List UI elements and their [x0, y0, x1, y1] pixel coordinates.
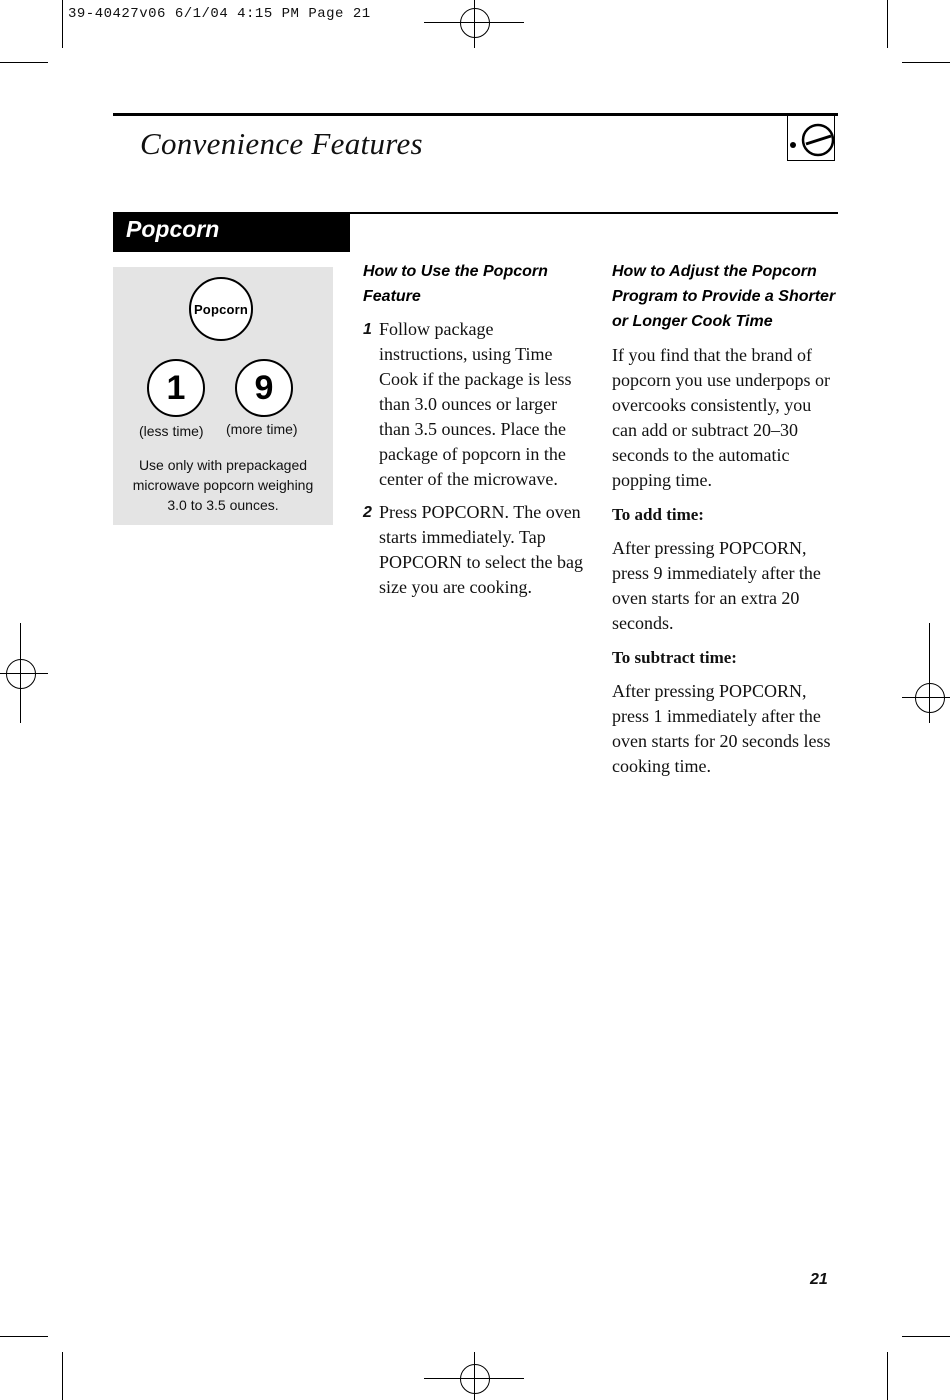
registration-circle-icon — [460, 1364, 490, 1394]
step-1 — [363, 317, 585, 492]
add-time-label: To add time: — [612, 505, 704, 524]
adjust-intro: If you find that the brand of popcorn you use underpops or overcooks consistently, you can add or subtract 20–30 seconds to the automatic popping time. — [612, 345, 830, 490]
header-rule — [113, 113, 838, 116]
page-number: 21 — [810, 1271, 828, 1288]
crop-mark — [887, 0, 888, 48]
key-9: 9 — [235, 359, 293, 417]
section-title: Popcorn — [126, 216, 220, 242]
more-time-caption: (more time) — [226, 421, 298, 437]
step-number: 2 — [363, 504, 372, 521]
crop-mark — [0, 62, 48, 63]
step-text: Press POPCORN. The oven starts immediately. Tap POPCORN to select the bag size you are cooking. — [379, 502, 583, 597]
key-1: 1 — [147, 359, 205, 417]
panel-note-line: Use only with prepackaged — [138, 457, 308, 473]
popcorn-key: Popcorn — [189, 277, 253, 341]
panel-note-line: microwave popcorn weighing — [132, 477, 314, 493]
how-to-use-column — [363, 259, 585, 600]
adjust-column — [612, 259, 838, 779]
adjust-heading: How to Adjust the Popcorn Program to Provide a Shorter or Longer Cook Time — [612, 263, 836, 330]
crop-mark — [887, 1352, 888, 1400]
dial-icon — [788, 115, 834, 159]
step-2 — [363, 500, 585, 600]
less-time-caption: (less time) — [139, 423, 204, 439]
print-slug: 39-40427v06 6/1/04 4:15 PM Page 21 — [68, 6, 371, 22]
registration-circle-icon — [915, 683, 945, 713]
panel-note — [113, 455, 333, 515]
subtract-time-label: To subtract time: — [612, 648, 737, 667]
how-to-use-heading: How to Use the Popcorn Feature — [363, 263, 548, 305]
page-title: Convenience Features — [140, 126, 423, 161]
section-rule — [350, 212, 838, 214]
dial-icon-box — [787, 115, 835, 161]
step-number: 1 — [363, 321, 372, 338]
add-time-text: After pressing POPCORN, press 9 immediately after the oven starts for an extra 20 seconds. — [612, 538, 821, 633]
crop-mark — [0, 1336, 48, 1337]
crop-mark — [62, 0, 63, 48]
step-text: Follow package instructions, using Time Cook if the package is less than 3.0 ounces or larger than 3.5 ounces. Place the package of popcorn in the center of the microwave. — [379, 319, 572, 489]
registration-circle-icon — [6, 659, 36, 689]
registration-circle-icon — [460, 8, 490, 38]
subtract-time-text: After pressing POPCORN, press 1 immediately after the oven starts for 20 seconds less cooking time. — [612, 681, 831, 776]
crop-mark — [62, 1352, 63, 1400]
crop-mark — [902, 1336, 950, 1337]
panel-note-line: 3.0 to 3.5 ounces. — [167, 497, 279, 513]
crop-mark — [902, 62, 950, 63]
